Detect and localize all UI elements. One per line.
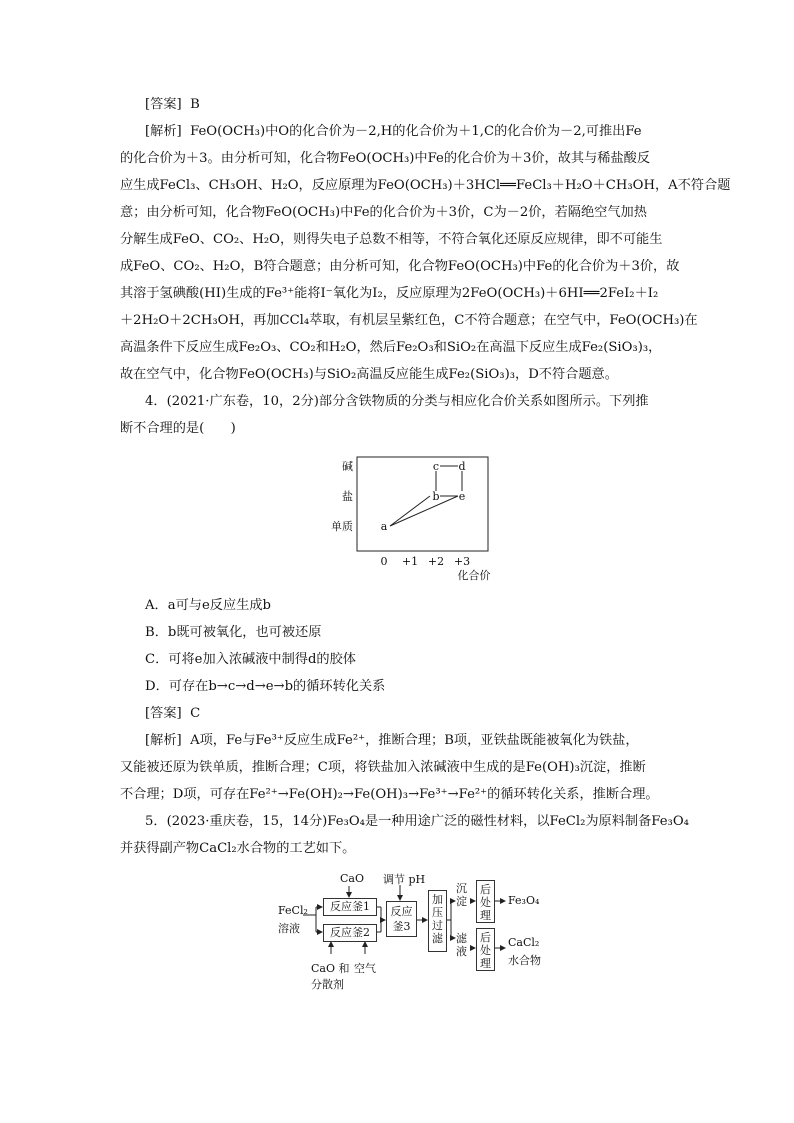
point-b: b	[432, 490, 440, 503]
analysis-text: A项，Fe与Fe³⁺反应生成Fe²⁺，推断合理；B项，亚铁盐既能被氧化为铁盐，	[190, 733, 639, 748]
analysis-q3-line2: 的化合价为＋3。由分析可知，化合物FeO(OCH₃)中Fe的化合价为＋3价，故其与稀盐酸反	[120, 151, 651, 166]
x-axis-label: 化合价	[457, 569, 491, 582]
analysis-q4-line1	[145, 727, 705, 754]
process-flow-diagram	[0, 866, 794, 996]
post-char: 后	[480, 883, 491, 896]
post-treatment-2	[476, 928, 495, 971]
x-tick-label: 0	[380, 555, 388, 568]
precip-char: 淀	[456, 895, 467, 908]
point-d: d	[458, 460, 466, 473]
product-fe3o4: Fe₃O₄	[508, 894, 540, 907]
analysis-label: [解析]	[145, 733, 182, 748]
filter-char: 滤	[432, 932, 443, 945]
chart-marks	[331, 459, 491, 582]
cao-bottom-label-1: CaO 和	[311, 962, 350, 975]
reactor-2: 反应釜2	[323, 924, 377, 942]
analysis-label: [解析]	[145, 124, 182, 139]
analysis-text: FeO(OCH₃)中O的化合价为－2,H的化合价为＋1,C的化合价为－2,可推出Fe	[190, 124, 642, 139]
post-char: 理	[480, 957, 491, 970]
question-4-stem-2: 断不合理的是( )	[120, 421, 236, 436]
option-d: D．可存在b→c→d→e→b的循环转化关系	[145, 679, 386, 694]
analysis-q3-line9: 高温条件下反应生成Fe₂O₃、CO₂和H₂O，然后Fe₂O₃和SiO₂在高温下反应生成Fe₂(SiO₃)₃，	[120, 340, 662, 355]
analysis-q3-line5: 分解生成FeO、CO₂、H₂O，则得失电子总数不相等，不符合氧化还原反应规律，即不可能生	[120, 232, 663, 247]
y-tick-label: 碱	[342, 460, 353, 473]
cao-top-label: CaO	[340, 872, 364, 885]
question-5-stem-1: 5．(2023·重庆卷，15，14分)Fe₃O₄是一种用途广泛的磁性材料，以FeCl₂为原料制备Fe₃O₄	[145, 814, 689, 829]
option-b: B．b既可被氧化，也可被还原	[145, 625, 322, 640]
analysis-q4-line3: 不合理；D项，可存在Fe²⁺→Fe(OH)₂→Fe(OH)₃→Fe³⁺→Fe²⁺的循环转化关系，推断合理。	[120, 787, 659, 802]
point-a: a	[380, 520, 388, 533]
post-treatment-1	[476, 880, 495, 923]
precipitate-label	[456, 882, 467, 908]
answer-q3	[145, 91, 705, 118]
analysis-q3-line8: ＋2H₂O＋2CH₃OH，再加CCl₄萃取，有机层呈紫红色，C不符合题意；在空气中，FeO(OCH₃)在	[120, 313, 698, 328]
chart-frame	[357, 457, 488, 551]
valence-chart	[0, 452, 794, 582]
filter-char: 压	[432, 906, 443, 919]
x-tick-label: +3	[453, 555, 471, 568]
feed-label-2: 溶液	[278, 922, 300, 935]
answer-q4	[145, 700, 705, 727]
filtrate-char: 滤	[456, 932, 467, 945]
product-cacl2: CaCl₂	[508, 936, 540, 949]
x-tick-label: +1	[401, 555, 419, 568]
feed-label-1: FeCl₂	[278, 904, 308, 917]
point-e: e	[458, 490, 466, 503]
question-4-stem-1: 4．(2021·广东卷，10，2分)部分含铁物质的分类与相应化合价关系如图所示。下列推	[145, 394, 649, 409]
filter-char: 加	[432, 893, 443, 906]
question-5-stem-2: 并获得副产物CaCl₂水合物的工艺如下。	[120, 841, 356, 856]
answer-value: C	[190, 706, 201, 721]
precip-char: 沉	[456, 882, 467, 895]
analysis-q3-line7: 其溶于氢碘酸(HI)生成的Fe³⁺能将I⁻氧化为I₂，反应原理为2FeO(OCH₃)＋6HI══2FeI₂＋I₂	[120, 286, 659, 301]
reactor-3	[386, 901, 417, 937]
post-char: 理	[480, 909, 491, 922]
pressure-filter	[428, 890, 447, 952]
filtrate-label	[456, 932, 467, 958]
filtrate-char: 液	[456, 945, 467, 958]
post-char: 处	[480, 944, 491, 957]
analysis-q3-line6: 成FeO、CO₂、H₂O，B符合题意；由分析可知，化合物FeO(OCH₃)中Fe的化合价为＋3价，故	[120, 259, 680, 274]
ph-label: 调节 pH	[383, 873, 426, 886]
air-label: 空气	[354, 962, 376, 975]
analysis-q3-line10: 故在空气中，化合物FeO(OCH₃)与SiO₂高温反应能生成Fe₂(SiO₃)₃，D不符合题意。	[120, 367, 618, 382]
point-c: c	[432, 460, 440, 473]
product-hydrate: 水合物	[508, 954, 541, 967]
answer-label: [答案]	[145, 97, 182, 112]
analysis-q3-line4: 意；由分析可知，化合物FeO(OCH₃)中Fe的化合价为＋3价，C为－2价，若隔绝空气加热	[120, 205, 647, 220]
y-tick-label: 单质	[331, 520, 353, 533]
filter-char: 过	[432, 919, 443, 932]
post-char: 处	[480, 896, 491, 909]
option-c: C．可将e加入浓碱液中制得d的胶体	[145, 652, 356, 667]
cao-bottom-label-2: 分散剂	[311, 978, 344, 991]
y-tick-label: 盐	[342, 490, 353, 503]
post-char: 后	[480, 931, 491, 944]
analysis-q3-line3: 应生成FeCl₃、CH₃OH、H₂O，反应原理为FeO(OCH₃)＋3HCl══FeCl₃＋H₂O＋CH₃OH，A不符合题	[120, 178, 731, 193]
x-tick-label: +2	[427, 555, 445, 568]
reactor-3-line1: 反应	[390, 905, 413, 918]
answer-value: B	[190, 97, 200, 112]
analysis-q3-line1	[145, 118, 705, 145]
option-a: A．a可与e反应生成b	[145, 598, 271, 613]
answer-label: [答案]	[145, 706, 182, 721]
reactor-3-line2: 釜3	[392, 920, 411, 933]
analysis-q4-line2: 又能被还原为铁单质，推断合理；C项，将铁盐加入浓碱液中生成的是Fe(OH)₃沉淀，推断	[120, 760, 646, 775]
reactor-1: 反应釜1	[323, 898, 377, 916]
